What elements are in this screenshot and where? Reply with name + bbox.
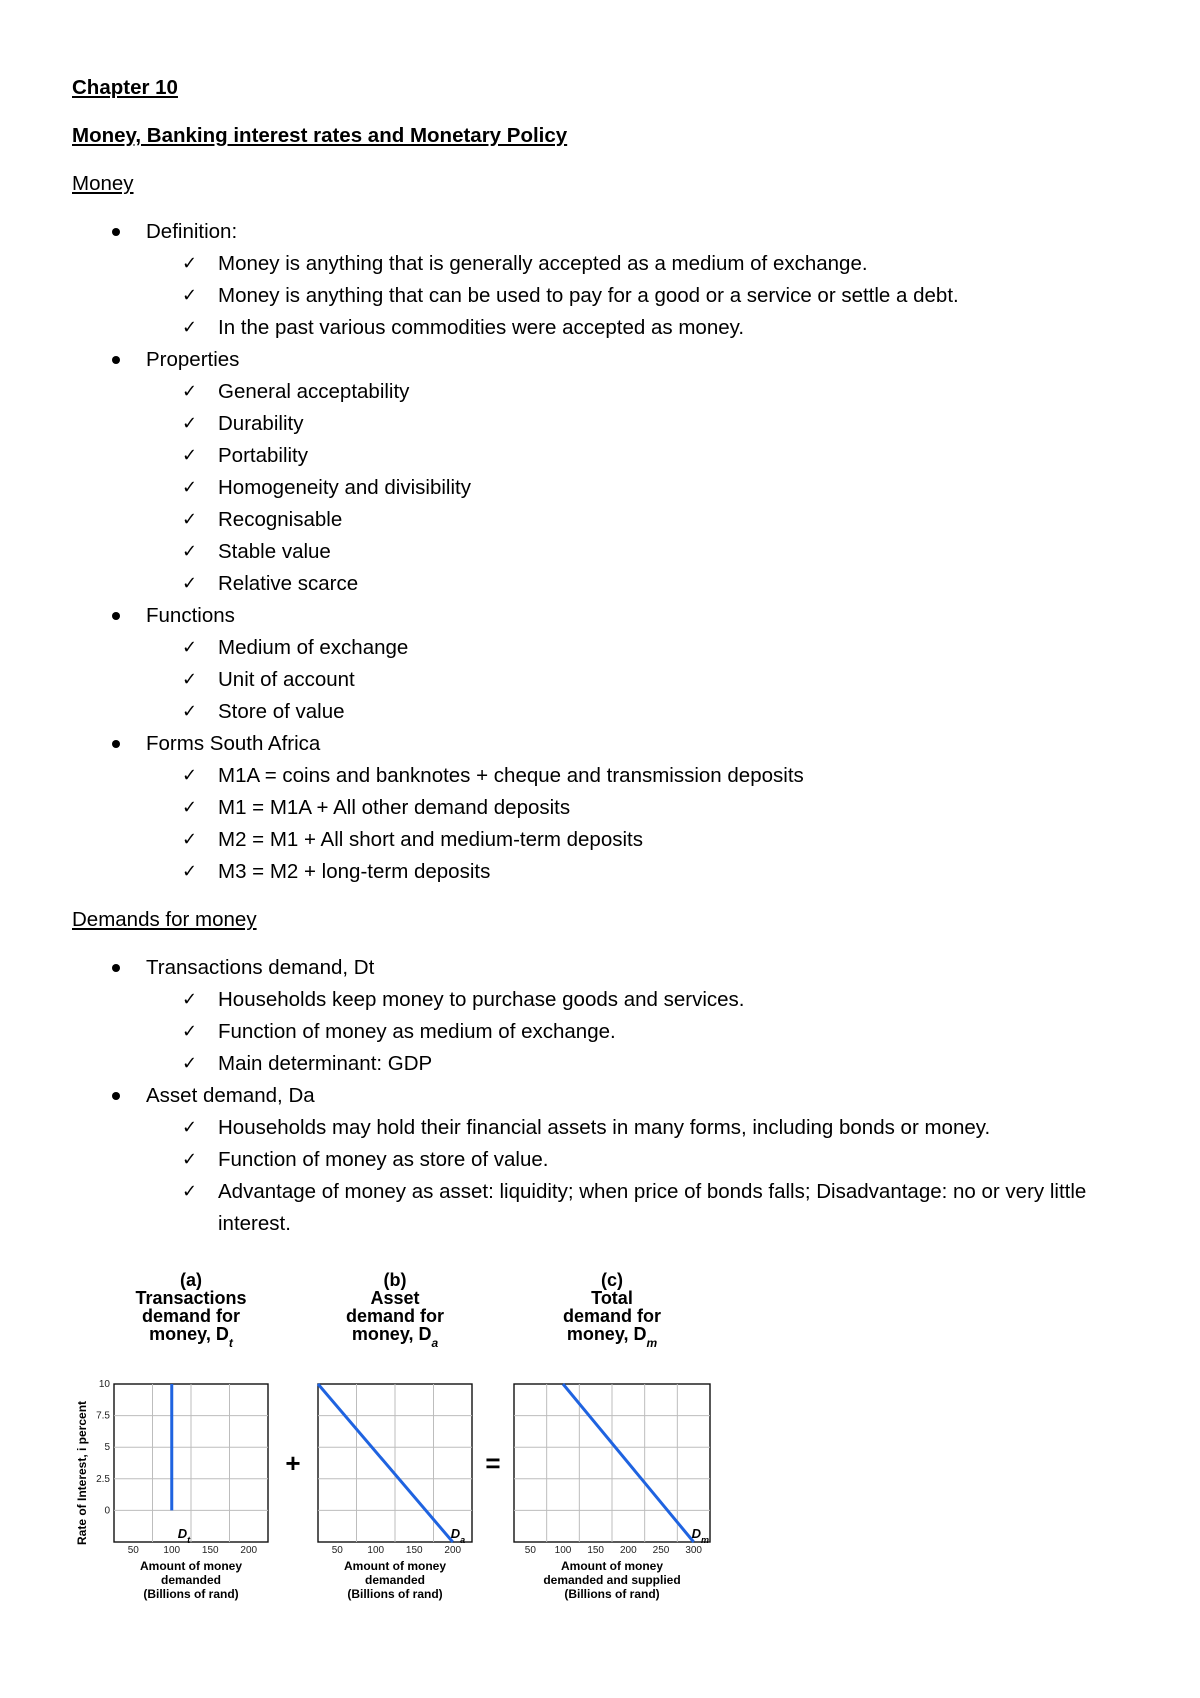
panel-title-line: demand for	[345, 1306, 445, 1326]
curve-label-subscript: m	[701, 1535, 710, 1545]
x-tick-label: 100	[554, 1545, 572, 1556]
checkmark-icon: ✓	[182, 989, 198, 1010]
x-tick-label: 200	[619, 1545, 637, 1556]
bullet-dot-icon	[112, 356, 120, 364]
bullet-item	[72, 600, 1132, 632]
y-tick-label: 0	[104, 1505, 110, 1517]
check-item-text: M1A = coins and banknotes + cheque and transmission deposits	[218, 764, 804, 787]
bullet-dot-icon	[112, 228, 120, 236]
bullet-list	[72, 952, 1132, 1240]
bullet-label: Asset demand, Da	[146, 1084, 315, 1107]
checkmark-icon: ✓	[182, 701, 198, 722]
curve-label: $D_t$	[177, 1526, 191, 1545]
bullet-label: Transactions demand, Dt	[146, 956, 375, 979]
bullet-label: Definition:	[146, 220, 238, 243]
checkmark-icon: ✓	[182, 669, 198, 690]
x-axis-label: (Billions of rand)	[143, 1587, 239, 1601]
x-axis-label: Amount of money	[140, 1559, 242, 1573]
checkmark-icon: ✓	[182, 1021, 198, 1042]
check-item	[72, 536, 1132, 568]
checkmark-icon: ✓	[182, 253, 198, 274]
checkmark-icon: ✓	[182, 317, 198, 338]
checkmark-icon: ✓	[182, 1181, 198, 1202]
check-item	[72, 1016, 1132, 1048]
money-demand-chart	[72, 1268, 772, 1628]
y-axis-label: Rate of Interest, i percent	[75, 1400, 89, 1546]
checkmark-icon: ✓	[182, 765, 198, 786]
check-item-text: Unit of account	[218, 668, 355, 691]
checkmark-icon: ✓	[182, 573, 198, 594]
x-tick-label: 150	[405, 1545, 423, 1556]
check-item	[72, 696, 1132, 728]
check-item-text: Households keep money to purchase goods and services.	[218, 988, 745, 1011]
x-axis-label: demanded and supplied	[543, 1573, 681, 1587]
chapter-heading: Chapter 10	[72, 76, 178, 99]
check-item-text: Advantage of money as asset: liquidity; when price of bonds falls; Disadvantage: no or very little interest.	[218, 1180, 1087, 1235]
x-axis-label: demanded	[160, 1573, 222, 1587]
x-axis-label: Amount of money	[344, 1559, 446, 1573]
check-item-text: Households may hold their financial assets in many forms, including bonds or money.	[218, 1116, 991, 1139]
check-item-text: In the past various commodities were accepted as money.	[218, 316, 745, 339]
y-tick-label: 5	[104, 1442, 110, 1454]
checkmark-icon: ✓	[182, 381, 198, 402]
x-tick-label: 50	[524, 1545, 536, 1556]
check-item	[72, 760, 1132, 792]
checkmark-icon: ✓	[182, 445, 198, 466]
panel-title-line: money, $D_a$	[351, 1324, 439, 1350]
bullet-item	[72, 952, 1132, 984]
checkmark-icon: ✓	[182, 797, 198, 818]
bullet-item	[72, 1080, 1132, 1112]
panel-title-line: Total	[591, 1288, 633, 1308]
check-item	[72, 376, 1132, 408]
checkmark-icon: ✓	[182, 1149, 198, 1170]
check-item	[72, 248, 1132, 280]
bullet-label: Functions	[146, 604, 235, 627]
checkmark-icon: ✓	[182, 285, 198, 306]
bullet-item	[72, 728, 1132, 760]
section-heading: Money	[72, 172, 134, 195]
document-body	[72, 72, 1132, 1240]
panel-letter: (c)	[601, 1270, 623, 1290]
checkmark-icon: ✓	[182, 637, 198, 658]
page-title: Money, Banking interest rates and Monetary Policy	[72, 124, 568, 147]
bullet-item	[72, 216, 1132, 248]
x-tick-label: 100	[163, 1545, 181, 1556]
x-tick-label: 100	[367, 1545, 385, 1556]
x-axis-label: demanded	[364, 1573, 426, 1587]
y-tick-label: 2.5	[96, 1473, 110, 1485]
check-item	[72, 408, 1132, 440]
panel-title-subscript: t	[228, 1336, 233, 1350]
check-item-text: Stable value	[218, 540, 331, 563]
panel-title-subscript: m	[646, 1336, 658, 1350]
check-item	[72, 984, 1132, 1016]
checkmark-icon: ✓	[182, 1053, 198, 1074]
equals-sign: =	[485, 1448, 501, 1478]
check-item-text: M1 = M1A + All other demand deposits	[218, 796, 571, 819]
check-item	[72, 664, 1132, 696]
curve-label-subscript: t	[187, 1535, 191, 1545]
checkmark-icon: ✓	[182, 1117, 198, 1138]
plus-sign: +	[285, 1448, 301, 1478]
x-axis-label: Amount of money	[561, 1559, 663, 1573]
check-item	[72, 504, 1132, 536]
x-tick-label: 150	[201, 1545, 219, 1556]
panel-letter: (b)	[383, 1270, 407, 1290]
bullet-dot-icon	[112, 964, 120, 972]
checkmark-icon: ✓	[182, 413, 198, 434]
check-item	[72, 568, 1132, 600]
x-axis-label: (Billions of rand)	[564, 1587, 660, 1601]
x-tick-label: 50	[331, 1545, 343, 1556]
check-item-text: Portability	[218, 444, 309, 467]
x-tick-label: 50	[127, 1545, 139, 1556]
x-tick-label: 300	[685, 1545, 703, 1556]
check-item-text: Recognisable	[218, 508, 343, 531]
panel-title-line: Transactions	[135, 1288, 247, 1308]
x-tick-label: 250	[652, 1545, 670, 1556]
check-item	[72, 824, 1132, 856]
panel-title-line: money, $D_t$	[149, 1324, 233, 1350]
check-item	[72, 440, 1132, 472]
check-item	[72, 632, 1132, 664]
check-item-text: Money is anything that is generally accepted as a medium of exchange.	[218, 252, 868, 275]
checkmark-icon: ✓	[182, 861, 198, 882]
panel-letter: (a)	[180, 1270, 202, 1290]
curve-label-subscript: a	[460, 1535, 466, 1545]
y-tick-label: 10	[98, 1379, 110, 1390]
bullet-dot-icon	[112, 612, 120, 620]
check-item-text: Relative scarce	[218, 572, 359, 595]
x-tick-label: 150	[587, 1545, 605, 1556]
checkmark-icon: ✓	[182, 541, 198, 562]
bullet-list	[72, 216, 1132, 888]
check-item-text: Main determinant: GDP	[218, 1052, 433, 1075]
check-item-text: Store of value	[218, 700, 345, 723]
panel-title-line: money, $D_m$	[566, 1324, 658, 1350]
check-item-text: Durability	[218, 412, 304, 435]
panel-title-subscript: a	[431, 1336, 439, 1350]
bullet-label: Forms South Africa	[146, 732, 321, 755]
bullet-label: Properties	[146, 348, 240, 371]
check-item	[72, 472, 1132, 504]
check-item-text: Medium of exchange	[218, 636, 409, 659]
bullet-item	[72, 344, 1132, 376]
section-heading: Demands for money	[72, 908, 257, 931]
check-item	[72, 856, 1132, 888]
bullet-dot-icon	[112, 1092, 120, 1100]
check-item-text: General acceptability	[218, 380, 410, 403]
y-tick-label: 7.5	[96, 1410, 110, 1422]
curve-label: $D_m$	[691, 1526, 710, 1545]
checkmark-icon: ✓	[182, 829, 198, 850]
check-item-text: Homogeneity and divisibility	[218, 476, 471, 499]
x-tick-label: 200	[444, 1545, 462, 1556]
check-item	[72, 792, 1132, 824]
panel-title-line: Asset	[370, 1288, 420, 1308]
panel-title-line: demand for	[562, 1306, 662, 1326]
check-item	[72, 312, 1132, 344]
check-item	[72, 1112, 1132, 1144]
check-item-text: M3 = M2 + long-term deposits	[218, 860, 491, 883]
checkmark-icon: ✓	[182, 509, 198, 530]
x-axis-label: (Billions of rand)	[347, 1587, 443, 1601]
check-item-text: Money is anything that can be used to pay for a good or a service or settle a debt.	[218, 284, 959, 307]
check-item	[72, 1176, 1132, 1240]
check-item-text: Function of money as medium of exchange.	[218, 1020, 616, 1043]
x-tick-label: 200	[240, 1545, 258, 1556]
curve-label: $D_a$	[450, 1526, 466, 1545]
check-item	[72, 1144, 1132, 1176]
check-item	[72, 1048, 1132, 1080]
check-item	[72, 280, 1132, 312]
check-item-text: Function of money as store of value.	[218, 1148, 549, 1171]
check-item-text: M2 = M1 + All short and medium-term deposits	[218, 828, 643, 851]
panel-title-line: demand for	[141, 1306, 241, 1326]
checkmark-icon: ✓	[182, 477, 198, 498]
money-demand-figure	[72, 1268, 772, 1628]
bullet-dot-icon	[112, 740, 120, 748]
